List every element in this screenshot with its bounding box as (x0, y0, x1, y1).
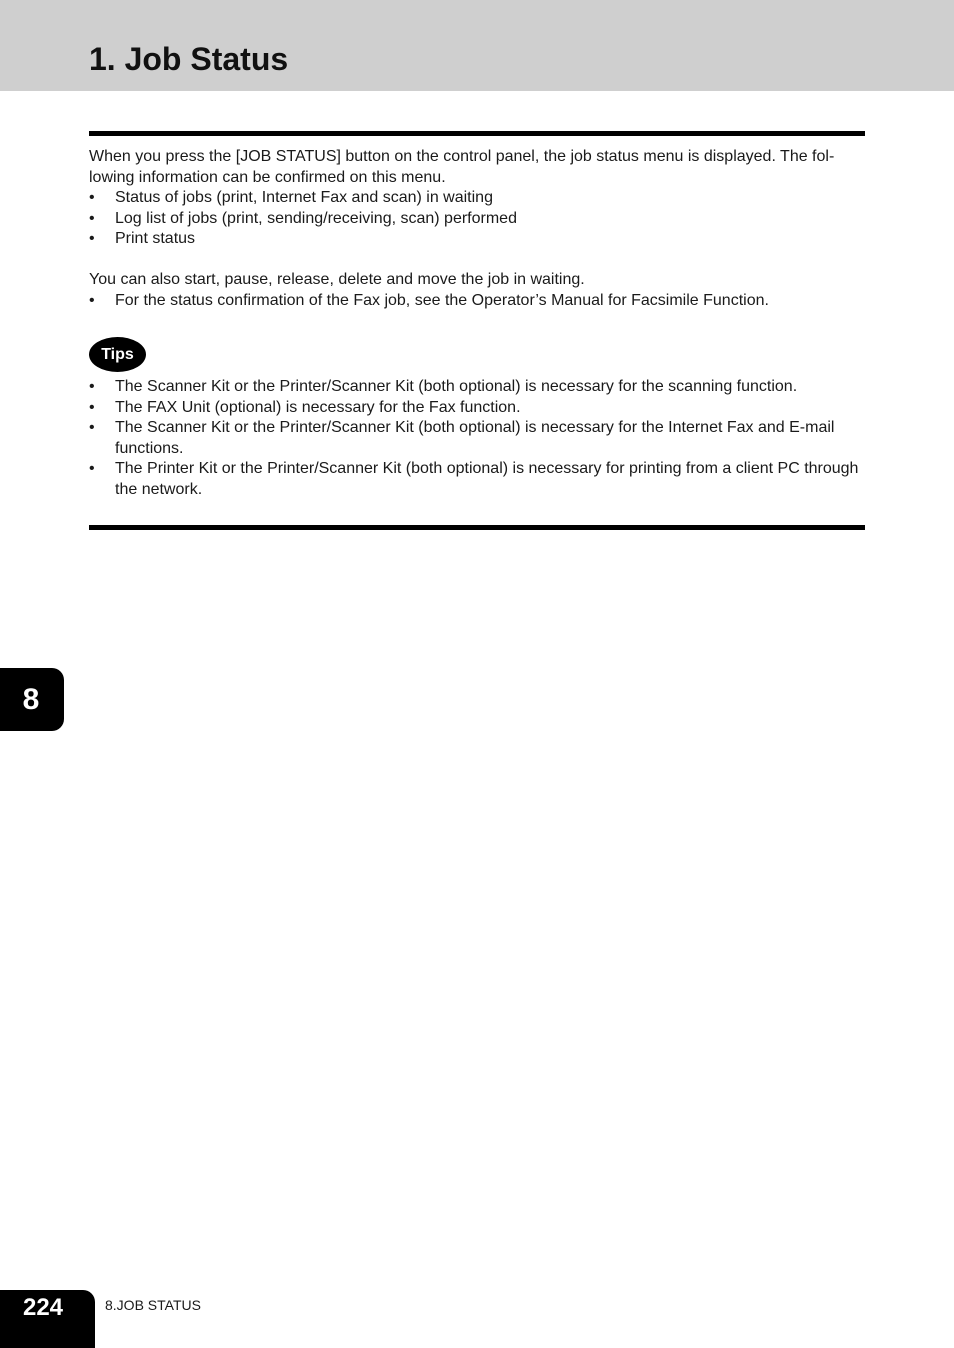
list-item-text: The Scanner Kit or the Printer/Scanner Kit (both optional) is necessary for the scanning function. (115, 378, 798, 395)
bullet-icon: • (89, 419, 95, 436)
bullet-icon: • (89, 189, 95, 206)
bullet-icon: • (89, 398, 95, 416)
list-item (89, 188, 865, 209)
list-item-text: For the status confirmation of the Fax job, see the Operator’s Manual for Facsimile Function. (115, 291, 769, 309)
chapter-tab: 8 (0, 668, 64, 731)
list-item-text: Print status (115, 230, 196, 247)
page-number: 224 (22, 1294, 64, 1321)
bullet-icon: • (89, 460, 95, 477)
list-item-text: Status of jobs (print, Internet Fax and scan) in waiting (115, 189, 493, 206)
also-paragraph: You can also start, pause, release, delete and move the job in waiting. (89, 271, 585, 288)
page-title: 1. Job Status (89, 41, 289, 77)
intro-section (89, 147, 865, 250)
bullet-icon: • (89, 209, 95, 227)
also-bullet-list (89, 291, 865, 312)
bullet-icon: • (89, 291, 95, 309)
tips-badge: Tips (89, 337, 146, 372)
bullet-icon: • (89, 230, 95, 247)
tips-section (89, 377, 865, 500)
intro-paragraph: When you press the [JOB STATUS] button on the control panel, the job status menu is displayed. The fol-lowing information can be confirmed on this menu. (89, 148, 835, 186)
list-item (89, 459, 865, 500)
list-item (89, 377, 865, 398)
list-item-text: Log list of jobs (print, sending/receiving, scan) performed (115, 209, 517, 227)
list-item (89, 209, 865, 230)
list-item (89, 291, 865, 312)
list-item-text: The Printer Kit or the Printer/Scanner Kit (both optional) is necessary for printing from a client PC through the network. (115, 460, 859, 498)
list-item (89, 229, 865, 250)
tips-bullet-list (89, 377, 865, 500)
bottom-divider (89, 525, 865, 530)
also-section (89, 270, 865, 311)
footer-section-label: 8.JOB STATUS (105, 1297, 201, 1313)
bullet-icon: • (89, 378, 95, 395)
list-item-text: The Scanner Kit or the Printer/Scanner Kit (both optional) is necessary for the Internet Fax and E-mail functions. (115, 419, 835, 457)
list-item-text: The FAX Unit (optional) is necessary for the Fax function. (115, 398, 521, 416)
intro-bullet-list (89, 188, 865, 250)
list-item (89, 398, 865, 419)
list-item (89, 418, 865, 459)
top-divider (89, 131, 865, 136)
